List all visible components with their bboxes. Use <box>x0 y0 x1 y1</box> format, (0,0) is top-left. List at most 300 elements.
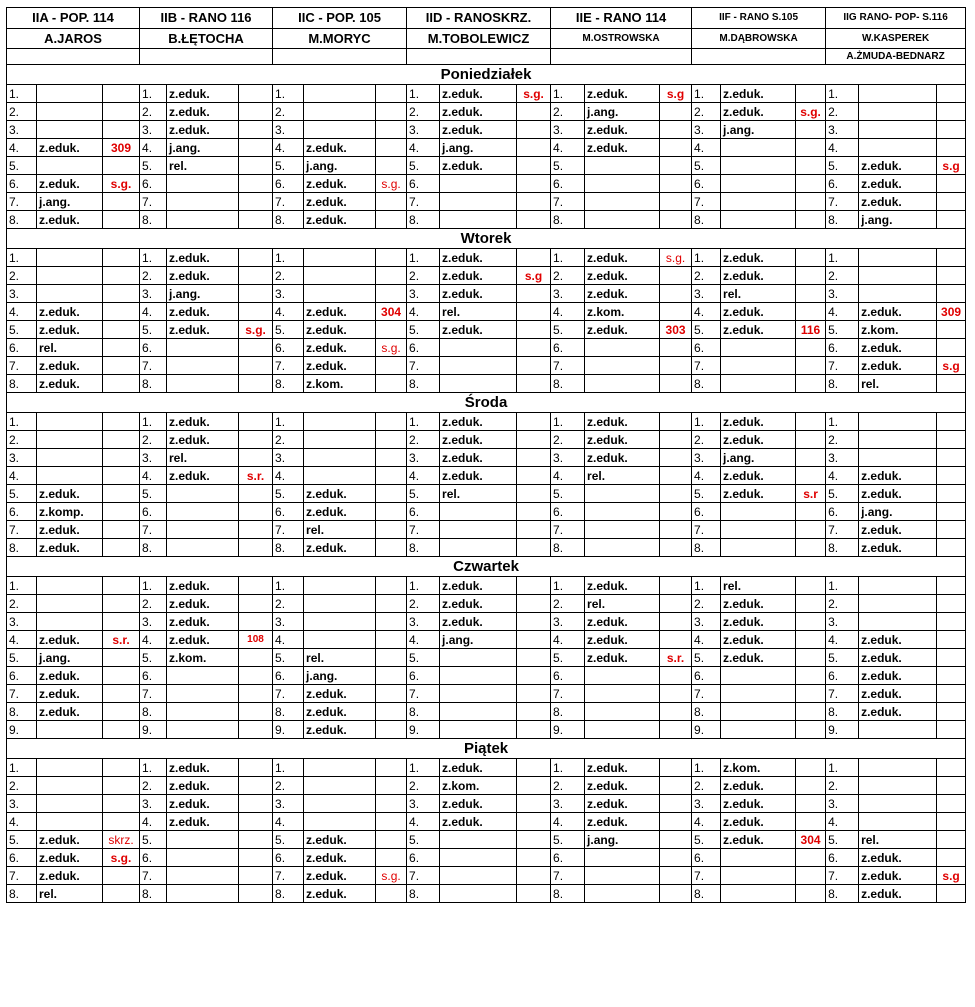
lesson-subject: z.eduk. <box>859 303 937 321</box>
lesson-room <box>937 413 966 431</box>
lesson-subject: z.eduk. <box>37 867 103 885</box>
lesson-subject <box>440 849 517 867</box>
lesson-subject: z.eduk. <box>721 85 796 103</box>
lesson-number: 2. <box>692 431 721 449</box>
lesson-number: 2. <box>692 595 721 613</box>
lesson-room <box>239 121 273 139</box>
header-teacher-cell: M.MORYC <box>273 29 407 49</box>
lesson-row <box>7 449 966 467</box>
lesson-subject: z.eduk. <box>304 303 376 321</box>
lesson-room: skrz. <box>103 831 140 849</box>
lesson-row <box>7 211 966 229</box>
lesson-subject: z.eduk. <box>304 175 376 193</box>
lesson-subject: z.kom. <box>304 375 376 393</box>
header-teacher-row <box>7 29 966 49</box>
lesson-subject <box>37 795 103 813</box>
lesson-room <box>239 85 273 103</box>
lesson-room <box>660 485 692 503</box>
lesson-number: 4. <box>407 813 440 831</box>
lesson-subject: z.eduk. <box>304 503 376 521</box>
lesson-number: 2. <box>826 103 859 121</box>
lesson-room <box>239 721 273 739</box>
lesson-room <box>796 703 826 721</box>
header-teacher-cell: M.DĄBROWSKA <box>692 29 826 49</box>
lesson-room <box>103 521 140 539</box>
lesson-number: 2. <box>692 103 721 121</box>
lesson-room <box>937 321 966 339</box>
lesson-number: 1. <box>407 249 440 267</box>
lesson-room <box>239 539 273 557</box>
lesson-subject <box>167 375 239 393</box>
lesson-number: 1. <box>551 759 585 777</box>
lesson-subject <box>167 339 239 357</box>
lesson-subject: z.eduk. <box>585 413 660 431</box>
lesson-room: 108 <box>239 631 273 649</box>
lesson-number: 7. <box>692 521 721 539</box>
lesson-subject: z.eduk. <box>585 249 660 267</box>
lesson-room <box>796 303 826 321</box>
header-extra-cell <box>407 49 551 65</box>
lesson-room <box>103 613 140 631</box>
lesson-subject: z.kom. <box>859 321 937 339</box>
lesson-subject <box>585 521 660 539</box>
lesson-subject: z.eduk. <box>859 357 937 375</box>
lesson-number: 3. <box>551 795 585 813</box>
lesson-room <box>937 121 966 139</box>
lesson-room: s.g. <box>660 249 692 267</box>
lesson-room <box>239 613 273 631</box>
header-name-cell: IIA - POP. 114 <box>7 8 140 29</box>
lesson-subject: rel. <box>440 303 517 321</box>
lesson-number: 6. <box>140 667 167 685</box>
lesson-number: 8. <box>551 703 585 721</box>
lesson-subject: j.ang. <box>167 285 239 303</box>
lesson-room <box>937 467 966 485</box>
lesson-subject <box>859 813 937 831</box>
lesson-number: 8. <box>826 539 859 557</box>
lesson-subject <box>304 613 376 631</box>
lesson-room <box>660 267 692 285</box>
lesson-number: 5. <box>551 485 585 503</box>
lesson-number: 4. <box>273 303 304 321</box>
lesson-room <box>517 613 551 631</box>
lesson-room <box>239 685 273 703</box>
lesson-room <box>376 321 407 339</box>
lesson-room <box>796 849 826 867</box>
lesson-room <box>376 449 407 467</box>
lesson-subject: z.eduk. <box>440 285 517 303</box>
lesson-subject: z.eduk. <box>304 831 376 849</box>
lesson-subject: z.eduk. <box>721 595 796 613</box>
lesson-subject: z.eduk. <box>37 175 103 193</box>
lesson-room <box>517 503 551 521</box>
lesson-room <box>660 157 692 175</box>
lesson-subject <box>440 885 517 903</box>
lesson-number: 1. <box>140 577 167 595</box>
lesson-room <box>376 485 407 503</box>
lesson-row <box>7 577 966 595</box>
lesson-room <box>517 285 551 303</box>
lesson-number: 4. <box>273 467 304 485</box>
lesson-room <box>239 667 273 685</box>
lesson-number: 5. <box>407 831 440 849</box>
lesson-number: 2. <box>7 267 37 285</box>
lesson-subject: z.eduk. <box>167 267 239 285</box>
lesson-room <box>376 121 407 139</box>
lesson-room <box>103 413 140 431</box>
lesson-room <box>103 485 140 503</box>
lesson-room <box>376 777 407 795</box>
lesson-subject: rel. <box>585 467 660 485</box>
lesson-subject <box>37 577 103 595</box>
lesson-room <box>660 303 692 321</box>
lesson-subject <box>304 577 376 595</box>
lesson-subject <box>585 867 660 885</box>
lesson-room <box>660 503 692 521</box>
lesson-room <box>517 321 551 339</box>
lesson-subject: z.eduk. <box>721 249 796 267</box>
lesson-number: 2. <box>551 267 585 285</box>
header-extra-cell <box>692 49 826 65</box>
lesson-room <box>937 667 966 685</box>
lesson-room <box>796 175 826 193</box>
header-extra-cell <box>140 49 273 65</box>
lesson-number: 2. <box>826 267 859 285</box>
lesson-room <box>239 431 273 449</box>
lesson-row <box>7 121 966 139</box>
lesson-room: s.g <box>937 867 966 885</box>
lesson-room <box>660 885 692 903</box>
lesson-number: 8. <box>7 539 37 557</box>
lesson-room <box>103 339 140 357</box>
lesson-subject <box>721 375 796 393</box>
lesson-room <box>103 595 140 613</box>
lesson-room <box>517 193 551 211</box>
lesson-number: 3. <box>551 613 585 631</box>
day-title: Piątek <box>7 739 966 759</box>
lesson-number: 3. <box>273 613 304 631</box>
lesson-room <box>239 375 273 393</box>
lesson-subject: z.eduk. <box>440 249 517 267</box>
header-teacher-cell: B.ŁĘTOCHA <box>140 29 273 49</box>
lesson-subject: z.eduk. <box>37 521 103 539</box>
lesson-room: 309 <box>937 303 966 321</box>
lesson-room: s.g <box>517 267 551 285</box>
lesson-number: 6. <box>7 849 37 867</box>
lesson-subject: j.ang. <box>859 503 937 521</box>
lesson-subject: z.eduk. <box>167 303 239 321</box>
lesson-subject: j.ang. <box>585 831 660 849</box>
lesson-room <box>517 631 551 649</box>
lesson-room <box>103 759 140 777</box>
lesson-row <box>7 721 966 739</box>
lesson-room <box>660 285 692 303</box>
lesson-subject <box>585 885 660 903</box>
lesson-number: 4. <box>273 139 304 157</box>
lesson-room: 304 <box>796 831 826 849</box>
lesson-row <box>7 867 966 885</box>
lesson-room <box>660 211 692 229</box>
lesson-room <box>937 849 966 867</box>
lesson-number: 8. <box>273 885 304 903</box>
lesson-room <box>517 577 551 595</box>
lesson-room <box>660 577 692 595</box>
lesson-room <box>660 795 692 813</box>
lesson-room <box>103 157 140 175</box>
lesson-subject: j.ang. <box>585 103 660 121</box>
lesson-subject: z.eduk. <box>585 431 660 449</box>
lesson-number: 5. <box>407 157 440 175</box>
lesson-room <box>660 849 692 867</box>
lesson-subject <box>440 703 517 721</box>
lesson-subject: z.eduk. <box>440 267 517 285</box>
header-class-row <box>7 8 966 29</box>
lesson-subject <box>37 121 103 139</box>
lesson-room <box>376 357 407 375</box>
lesson-subject <box>585 375 660 393</box>
lesson-room <box>796 413 826 431</box>
lesson-row <box>7 267 966 285</box>
lesson-room <box>937 375 966 393</box>
lesson-number: 8. <box>7 885 37 903</box>
lesson-subject: z.eduk. <box>440 595 517 613</box>
lesson-number: 4. <box>826 813 859 831</box>
lesson-room <box>376 667 407 685</box>
lesson-row <box>7 85 966 103</box>
day-header-row <box>7 65 966 85</box>
lesson-room <box>376 139 407 157</box>
lesson-subject: z.eduk. <box>721 485 796 503</box>
lesson-number: 8. <box>407 375 440 393</box>
lesson-number: 1. <box>826 249 859 267</box>
lesson-subject <box>37 285 103 303</box>
lesson-subject <box>859 721 937 739</box>
lesson-subject <box>859 285 937 303</box>
lesson-room <box>517 667 551 685</box>
lesson-number: 7. <box>407 357 440 375</box>
lesson-subject <box>859 267 937 285</box>
lesson-subject <box>37 413 103 431</box>
lesson-number: 7. <box>826 193 859 211</box>
lesson-room <box>103 103 140 121</box>
lesson-room <box>937 813 966 831</box>
lesson-subject: z.eduk. <box>304 339 376 357</box>
lesson-room <box>103 503 140 521</box>
day-title: Wtorek <box>7 229 966 249</box>
lesson-subject: z.eduk. <box>721 795 796 813</box>
lesson-room <box>660 777 692 795</box>
lesson-room: s.g. <box>376 339 407 357</box>
lesson-room <box>517 539 551 557</box>
lesson-number: 4. <box>407 303 440 321</box>
lesson-room <box>796 85 826 103</box>
lesson-number: 5. <box>407 321 440 339</box>
lesson-room <box>660 375 692 393</box>
lesson-number: 2. <box>407 777 440 795</box>
lesson-subject <box>37 777 103 795</box>
lesson-subject: j.ang. <box>440 631 517 649</box>
lesson-number: 2. <box>692 777 721 795</box>
lesson-subject <box>440 649 517 667</box>
lesson-number: 7. <box>273 357 304 375</box>
lesson-subject: z.eduk. <box>721 413 796 431</box>
lesson-subject: z.eduk. <box>859 667 937 685</box>
lesson-number: 6. <box>7 175 37 193</box>
lesson-number: 1. <box>140 413 167 431</box>
lesson-room <box>796 285 826 303</box>
lesson-subject <box>440 193 517 211</box>
header-teacher-cell: W.KASPEREK <box>826 29 966 49</box>
lesson-number: 4. <box>7 631 37 649</box>
lesson-number: 8. <box>692 211 721 229</box>
day-title: Poniedziałek <box>7 65 966 85</box>
lesson-room <box>376 157 407 175</box>
lesson-number: 1. <box>407 413 440 431</box>
lesson-room <box>660 721 692 739</box>
lesson-subject <box>721 175 796 193</box>
lesson-number: 7. <box>7 685 37 703</box>
lesson-number: 2. <box>826 595 859 613</box>
lesson-row <box>7 503 966 521</box>
lesson-room <box>517 759 551 777</box>
lesson-number: 2. <box>407 431 440 449</box>
lesson-number: 8. <box>407 211 440 229</box>
lesson-subject <box>721 703 796 721</box>
lesson-number: 8. <box>7 703 37 721</box>
header-extra-cell: A.ŻMUDA-BEDNARZ <box>826 49 966 65</box>
lesson-number: 3. <box>826 121 859 139</box>
lesson-number: 7. <box>7 193 37 211</box>
lesson-room <box>376 85 407 103</box>
lesson-subject: j.ang. <box>440 139 517 157</box>
lesson-number: 6. <box>551 503 585 521</box>
lesson-room <box>103 867 140 885</box>
lesson-subject <box>167 867 239 885</box>
lesson-subject <box>585 703 660 721</box>
lesson-number: 2. <box>692 267 721 285</box>
lesson-subject: z.eduk. <box>167 613 239 631</box>
lesson-room <box>660 831 692 849</box>
lesson-subject: z.eduk. <box>167 413 239 431</box>
lesson-subject <box>167 485 239 503</box>
lesson-subject <box>859 103 937 121</box>
lesson-subject <box>440 357 517 375</box>
lesson-row <box>7 339 966 357</box>
lesson-room <box>660 175 692 193</box>
lesson-subject <box>859 613 937 631</box>
lesson-number: 6. <box>826 175 859 193</box>
lesson-room <box>376 885 407 903</box>
lesson-room <box>796 721 826 739</box>
header-extra-cell <box>273 49 407 65</box>
lesson-room: s.r <box>796 485 826 503</box>
lesson-room <box>796 339 826 357</box>
lesson-subject: z.eduk. <box>167 595 239 613</box>
lesson-number: 9. <box>407 721 440 739</box>
lesson-subject: rel. <box>167 157 239 175</box>
lesson-subject <box>37 759 103 777</box>
lesson-subject <box>304 631 376 649</box>
header-teacher-cell: M.OSTROWSKA <box>551 29 692 49</box>
lesson-number: 5. <box>692 485 721 503</box>
lesson-number: 9. <box>692 721 721 739</box>
lesson-subject <box>440 503 517 521</box>
lesson-room <box>796 431 826 449</box>
lesson-subject: z.eduk. <box>585 649 660 667</box>
lesson-subject: z.eduk. <box>585 577 660 595</box>
lesson-number: 7. <box>273 867 304 885</box>
lesson-subject: z.eduk. <box>859 467 937 485</box>
lesson-room <box>517 595 551 613</box>
lesson-subject <box>37 449 103 467</box>
lesson-number: 5. <box>826 157 859 175</box>
lesson-number: 3. <box>140 613 167 631</box>
lesson-room: 309 <box>103 139 140 157</box>
lesson-number: 5. <box>692 157 721 175</box>
lesson-room <box>103 777 140 795</box>
lesson-subject: z.eduk. <box>440 431 517 449</box>
lesson-room: s.g. <box>103 849 140 867</box>
lesson-subject <box>37 813 103 831</box>
lesson-room <box>517 867 551 885</box>
lesson-room <box>796 375 826 393</box>
lesson-row <box>7 175 966 193</box>
lesson-room <box>796 777 826 795</box>
lesson-room <box>239 703 273 721</box>
lesson-row <box>7 649 966 667</box>
lesson-subject <box>37 613 103 631</box>
lesson-number: 7. <box>551 867 585 885</box>
lesson-number: 7. <box>407 521 440 539</box>
lesson-room <box>376 285 407 303</box>
lesson-subject: z.eduk. <box>859 685 937 703</box>
lesson-room <box>796 357 826 375</box>
lesson-subject <box>440 175 517 193</box>
lesson-subject <box>440 539 517 557</box>
lesson-number: 5. <box>273 649 304 667</box>
lesson-room <box>937 211 966 229</box>
lesson-subject <box>304 285 376 303</box>
lesson-subject <box>167 885 239 903</box>
header-extra-cell <box>7 49 140 65</box>
lesson-subject: rel. <box>859 831 937 849</box>
lesson-subject <box>167 175 239 193</box>
lesson-number: 5. <box>826 649 859 667</box>
lesson-subject: z.eduk. <box>859 175 937 193</box>
lesson-subject: j.ang. <box>167 139 239 157</box>
lesson-number: 7. <box>273 193 304 211</box>
lesson-number: 5. <box>551 321 585 339</box>
lesson-room <box>796 685 826 703</box>
lesson-subject: z.eduk. <box>585 613 660 631</box>
lesson-room <box>376 467 407 485</box>
lesson-number: 8. <box>140 211 167 229</box>
lesson-subject: z.eduk. <box>440 467 517 485</box>
lesson-room <box>517 157 551 175</box>
lesson-room <box>796 539 826 557</box>
lesson-subject: z.eduk. <box>37 667 103 685</box>
lesson-subject <box>167 667 239 685</box>
lesson-subject <box>721 193 796 211</box>
lesson-room <box>937 649 966 667</box>
lesson-subject <box>585 849 660 867</box>
lesson-number: 1. <box>407 577 440 595</box>
lesson-number: 3. <box>551 285 585 303</box>
lesson-room <box>517 813 551 831</box>
lesson-subject: j.ang. <box>304 157 376 175</box>
lesson-room <box>376 413 407 431</box>
lesson-number: 3. <box>7 285 37 303</box>
